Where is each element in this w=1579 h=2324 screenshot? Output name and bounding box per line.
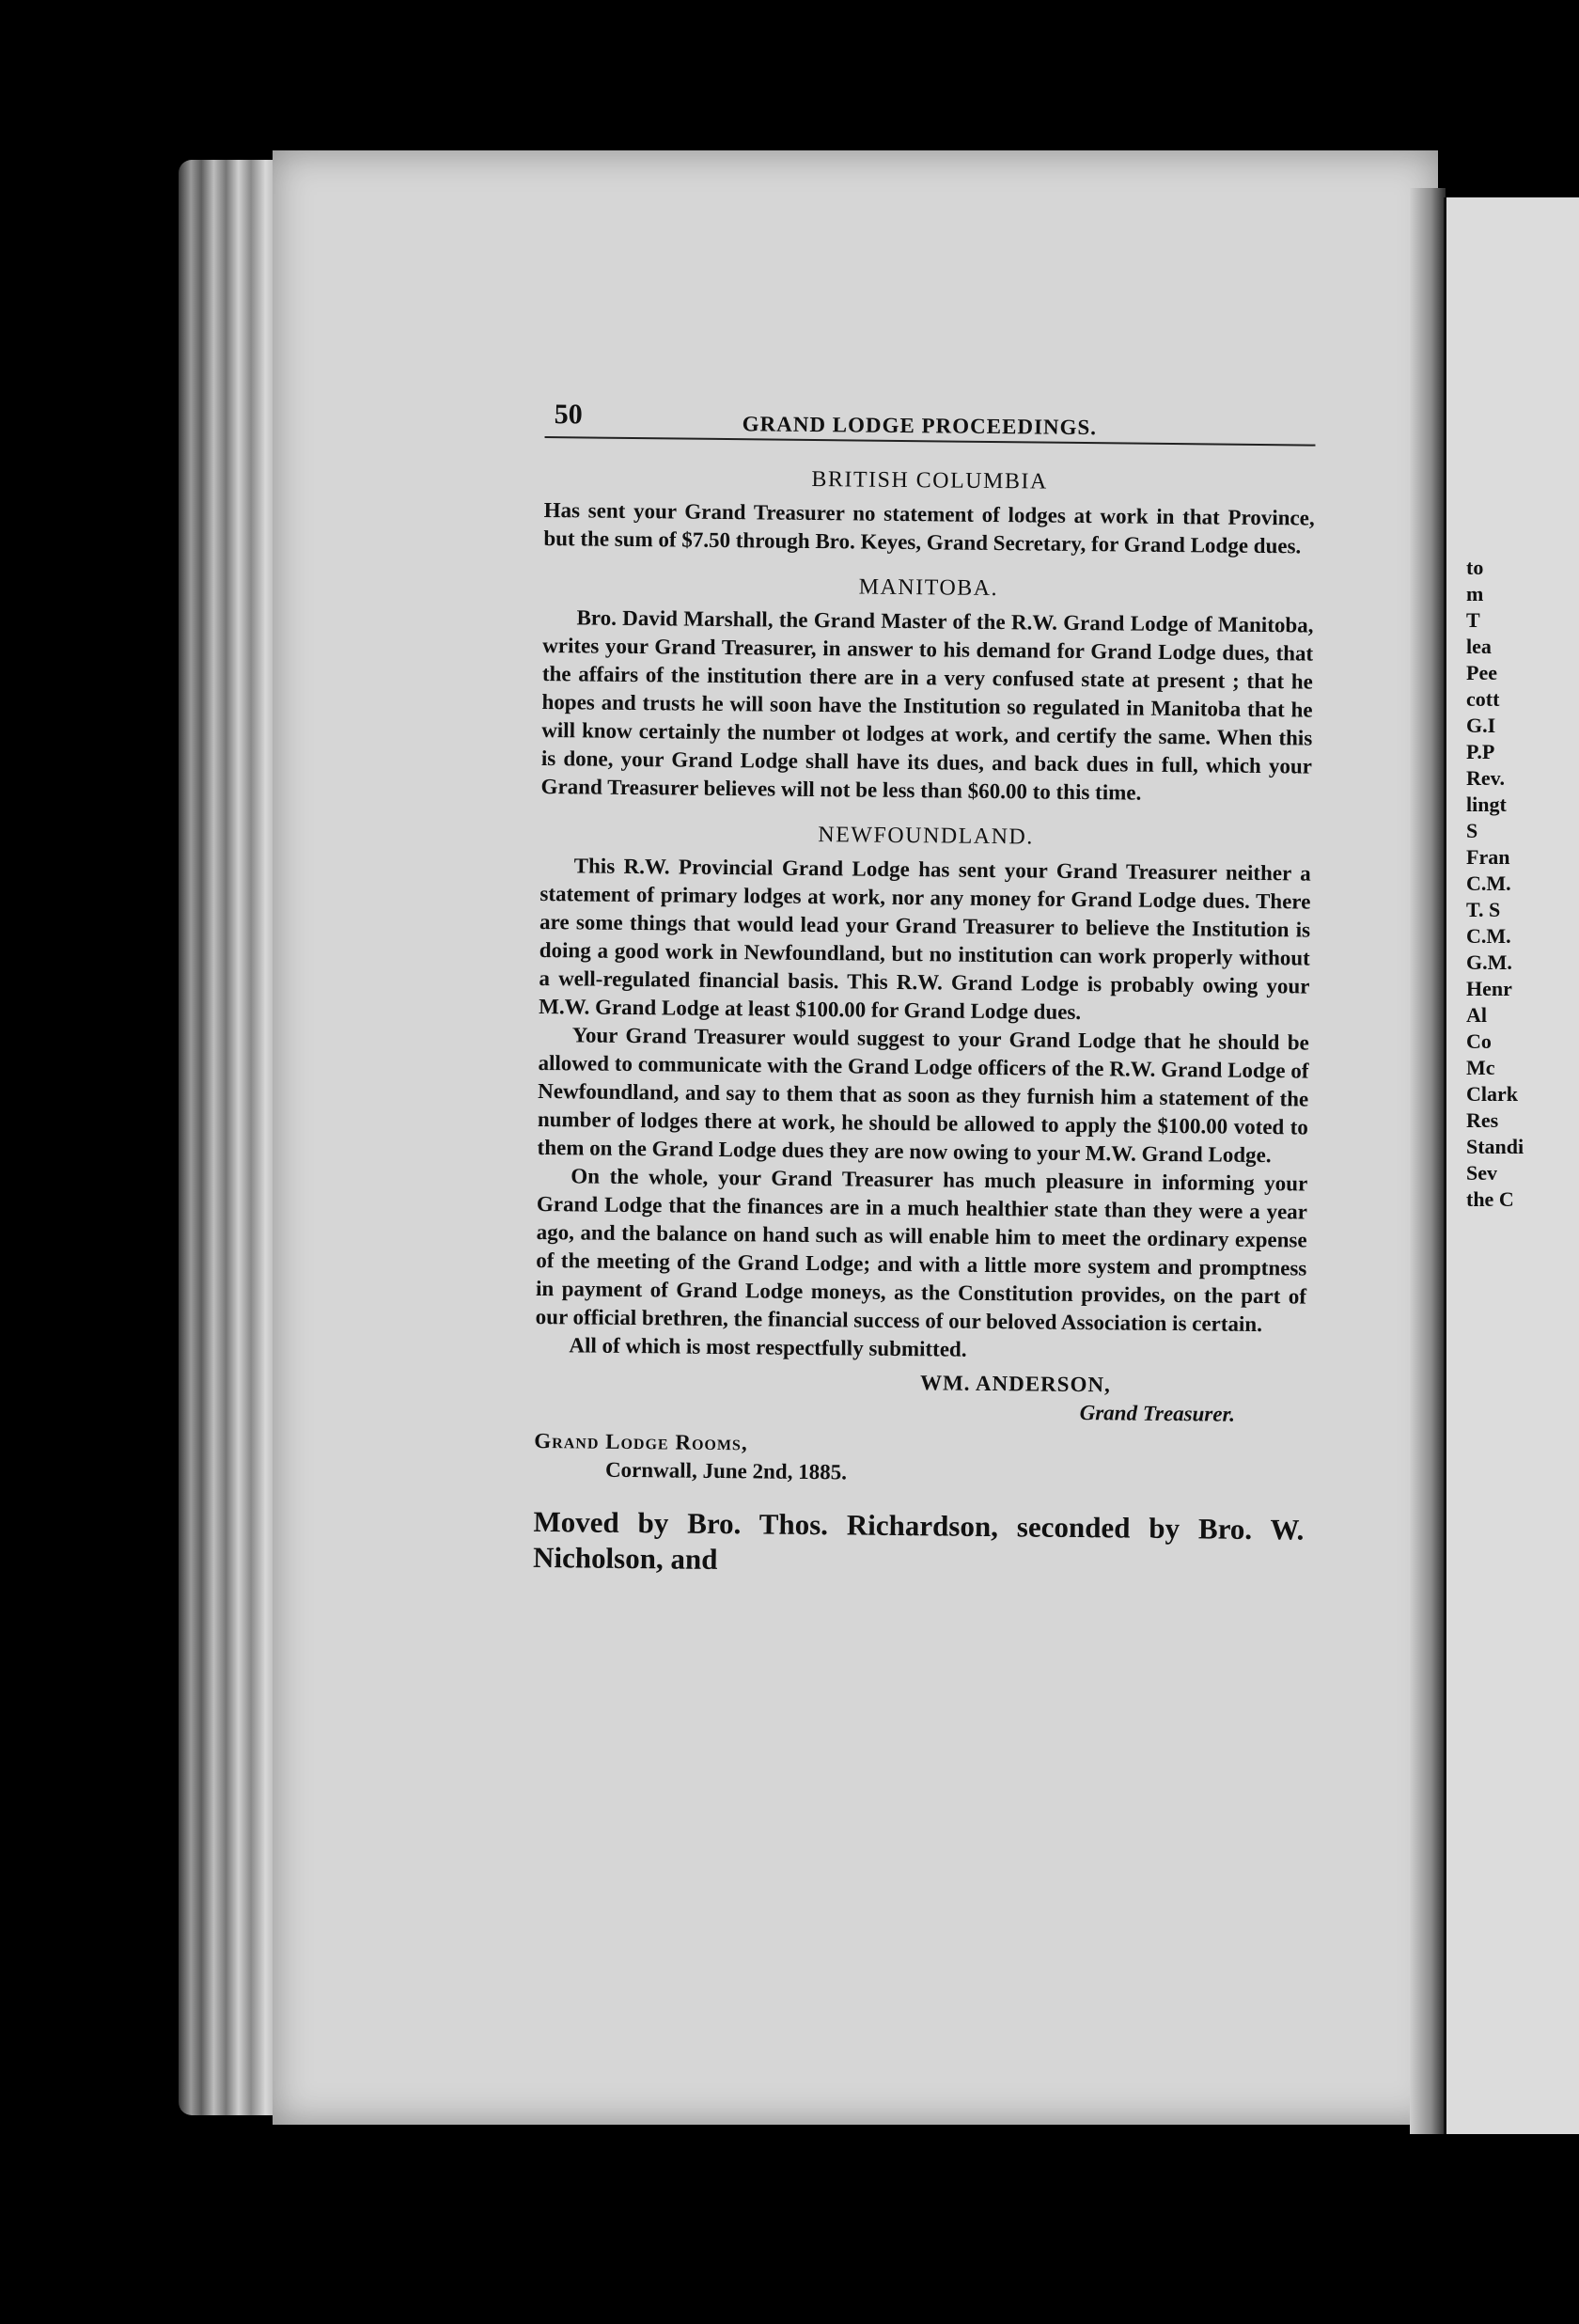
fragment: C.M.: [1466, 872, 1511, 895]
book-gutter: [1410, 188, 1446, 2134]
fragment: m: [1466, 582, 1484, 605]
fragment: C.M.: [1466, 924, 1511, 948]
signature-title: Grand Treasurer.: [1079, 1401, 1236, 1426]
fragment: Al: [1466, 1003, 1487, 1027]
fragment: Clark: [1466, 1082, 1518, 1106]
fragment: cott: [1466, 687, 1500, 711]
fragment: Pee: [1466, 661, 1497, 684]
section-heading-british-columbia: BRITISH COLUMBIA: [811, 466, 1048, 495]
section-heading-newfoundland: NEWFOUNDLAND.: [818, 823, 1034, 850]
fragment: Henr: [1466, 977, 1512, 1000]
fragment: T. S: [1466, 898, 1501, 921]
moved-resolution: Moved by Bro. Thos. Richardson, seconded by Bro. W. Nicholson, and: [532, 1504, 1305, 1576]
fragment: Sev: [1466, 1161, 1497, 1185]
place-line-1: Grand Lodge Rooms,: [534, 1428, 748, 1455]
fragment: G.M.: [1466, 950, 1512, 974]
fragment: Co: [1466, 1029, 1492, 1053]
page-content: [533, 395, 1316, 1584]
paragraph: Your Grand Treasurer would suggest to your Grand Lodge that he should be allowed to communicate with the Grand Lodge officers of the R.W. Grand Lodge of Newfoundland, and say to them that as soon as they furnish him a statement of the number of lodges there at work, he should be allowed to apply the $100.00 voted to them on the Grand Lodge dues they are now owing to your M.W. Grand Lodge.: [537, 1023, 1309, 1168]
paragraph: All of which is most respectfully submitted.: [569, 1333, 967, 1361]
paragraph: On the whole, your Grand Treasurer has much pleasure in informing your Grand Lodge that the finances are in a much healthier state than they were a year ago, and the balance on hand such as will enable him to meet the ordinary expense of the meeting of the Grand Lodge; and with a little more system and promptness in payment of Grand Lodge moneys, as the Constitution provides, on the part of our official brethren, the financial success of our beloved Association is certain.: [535, 1164, 1308, 1337]
fragment: S: [1466, 819, 1478, 842]
book-page-edges: [179, 160, 282, 2115]
fragment: to: [1466, 556, 1484, 579]
signature-name: WM. ANDERSON,: [919, 1371, 1111, 1397]
fragment: G.I: [1466, 714, 1496, 737]
running-head: GRAND LODGE PROCEEDINGS.: [742, 412, 1098, 440]
paragraph: Bro. David Marshall, the Grand Master of the R.W. Grand Lodge of Manitoba, writes your Grand Treasurer, in answer to his demand for Grand Lodge dues, that the affairs of the institution there are in a very confused state at present ; that he hopes and trusts he will soon have the Institution so regulated in Manitoba that he will know certainly the number ot lodges at work, and certify the same. When this is done, your Grand Lodge shall have its dues, and back dues in full, which your Grand Treasurer believes will not be less than $60.00 to this time.: [540, 605, 1314, 805]
section-heading-manitoba: MANITOBA.: [858, 574, 999, 602]
fragment: the C: [1466, 1187, 1514, 1211]
fragment: Fran: [1466, 845, 1510, 869]
facing-page-fragments: [1466, 555, 1579, 1213]
fragment: Res: [1466, 1108, 1499, 1132]
fragment: lea: [1466, 635, 1492, 658]
paragraph: This R.W. Provincial Grand Lodge has sent your Grand Treasurer neither a statement of primary lodges at work, nor any money for Grand Lodge dues. There are some things that would lead your Grand Treasurer to believe the Institution is doing a good work in Newfoundland, but no institution can work properly without a well-regulated financial basis. This R.W. Grand Lodge is probably owing your M.W. Grand Lodge at least $100.00 for Grand Lodge dues.: [539, 854, 1311, 1025]
place-line-2: Cornwall, June 2nd, 1885.: [604, 1457, 848, 1484]
fragment: T: [1466, 608, 1480, 632]
fragment: Rev.: [1466, 766, 1505, 790]
fragment: P.P: [1466, 740, 1495, 763]
fragment: lingt: [1466, 793, 1507, 816]
fragment: Mc: [1466, 1056, 1495, 1079]
page-header: [545, 395, 1316, 447]
page-number: 50: [554, 399, 583, 431]
fragment: Standi: [1466, 1135, 1524, 1158]
paragraph: Has sent your Grand Treasurer no statement of lodges at work in that Province, but the sum of $7.50 through Bro. Keyes, Grand Secretary, for Grand Lodge dues.: [543, 497, 1315, 558]
